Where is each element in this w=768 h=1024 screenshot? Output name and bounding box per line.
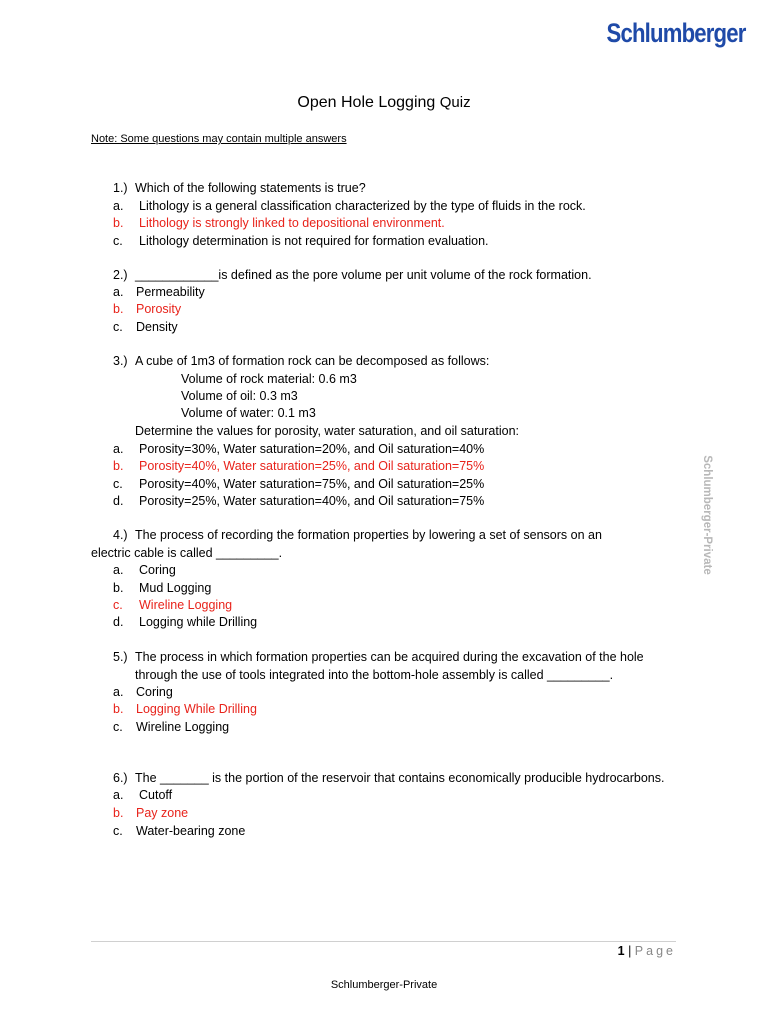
page-number-value: 1 (617, 944, 625, 958)
option-letter: a. (113, 199, 124, 213)
option-letter: c. (113, 234, 123, 248)
option-letter: b. (113, 302, 124, 316)
option-text: Coring (136, 685, 173, 699)
option-letter: c. (113, 477, 123, 491)
note-text: Note: Some questions may contain multiple answers (91, 133, 347, 145)
detail-text: Volume of oil: 0.3 m3 (181, 389, 298, 403)
footer-classification: Schlumberger-Private (330, 979, 438, 991)
option-letter: b. (113, 459, 124, 473)
question-text: The _______ is the portion of the reservoir that contains economically producible hydrocarbons. (135, 771, 665, 785)
question-number: 1.) (113, 181, 128, 195)
option-text: Logging while Drilling (139, 615, 258, 629)
question-number: 6.) (113, 771, 128, 785)
option-text: Pay zone (136, 806, 189, 820)
option-letter: b. (113, 806, 124, 820)
detail-text: Volume of rock material: 0.6 m3 (181, 372, 357, 386)
page-title (0, 94, 768, 112)
detail-text: Volume of water: 0.1 m3 (181, 406, 316, 420)
footer-divider (91, 941, 676, 942)
question-number: 3.) (113, 354, 128, 368)
option-text: Porosity=40%, Water saturation=75%, and Oil saturation=25% (139, 477, 485, 491)
option-letter: c. (113, 598, 123, 612)
question-text: ____________is defined as the pore volume per unit volume of the rock formation. (135, 268, 592, 282)
option-letter: c. (113, 320, 123, 334)
option-text: Porosity=30%, Water saturation=20%, and Oil saturation=40% (139, 442, 485, 456)
option-text: Porosity=25%, Water saturation=40%, and Oil saturation=75% (139, 494, 485, 508)
question-text: A cube of 1m3 of formation rock can be decomposed as follows: (135, 354, 490, 368)
schlumberger-logo: Schlumberger (606, 18, 746, 48)
option-text: Coring (139, 563, 176, 577)
option-letter: b. (113, 216, 124, 230)
title-suffix: Quiz (439, 94, 471, 111)
option-letter: c. (113, 720, 123, 734)
option-text: Density (136, 320, 178, 334)
option-text: Wireline Logging (139, 598, 233, 612)
option-letter: d. (113, 615, 124, 629)
option-text: Mud Logging (139, 581, 212, 595)
option-text: Permeability (136, 285, 205, 299)
instruction-text: Determine the values for porosity, water saturation, and oil saturation: (135, 424, 519, 438)
question-number: 5.) (113, 650, 128, 664)
question-text: The process in which formation properties can be acquired during the excavation of the hole (135, 650, 644, 664)
question-text: The process of recording the formation properties by lowering a set of sensors on an (135, 528, 602, 542)
option-text: Wireline Logging (136, 720, 230, 734)
option-text: Water-bearing zone (136, 824, 246, 838)
option-text: Lithology determination is not required for formation evaluation. (139, 234, 489, 248)
option-letter: b. (113, 581, 124, 595)
side-label-text: Schlumberger-Private (701, 455, 713, 575)
question-number: 2.) (113, 268, 128, 282)
option-letter: a. (113, 563, 124, 577)
option-letter: a. (113, 788, 124, 802)
option-text: Lithology is a general classification characterized by the type of fluids in the rock. (139, 199, 586, 213)
page-separator: | (628, 944, 632, 958)
option-text: Cutoff (139, 788, 173, 802)
question-text-continued: electric cable is called _________. (91, 546, 283, 560)
option-text: Logging While Drilling (136, 702, 257, 716)
page-number (618, 944, 676, 958)
option-letter: d. (113, 494, 124, 508)
page-word: Page (634, 944, 676, 958)
question-number: 4.) (113, 528, 128, 542)
question-text-continued: through the use of tools integrated into the bottom-hole assembly is called _________. (135, 668, 614, 682)
side-classification-label (697, 445, 717, 585)
title-main: Open Hole Logging (297, 94, 436, 111)
option-letter: a. (113, 442, 124, 456)
option-text: Lithology is strongly linked to depositional environment. (139, 216, 445, 230)
option-text: Porosity (136, 302, 182, 316)
option-letter: a. (113, 285, 124, 299)
option-text: Porosity=40%, Water saturation=25%, and Oil saturation=75% (139, 459, 485, 473)
option-letter: b. (113, 702, 124, 716)
option-letter: c. (113, 824, 123, 838)
option-letter: a. (113, 685, 124, 699)
question-text: Which of the following statements is true? (135, 181, 366, 195)
